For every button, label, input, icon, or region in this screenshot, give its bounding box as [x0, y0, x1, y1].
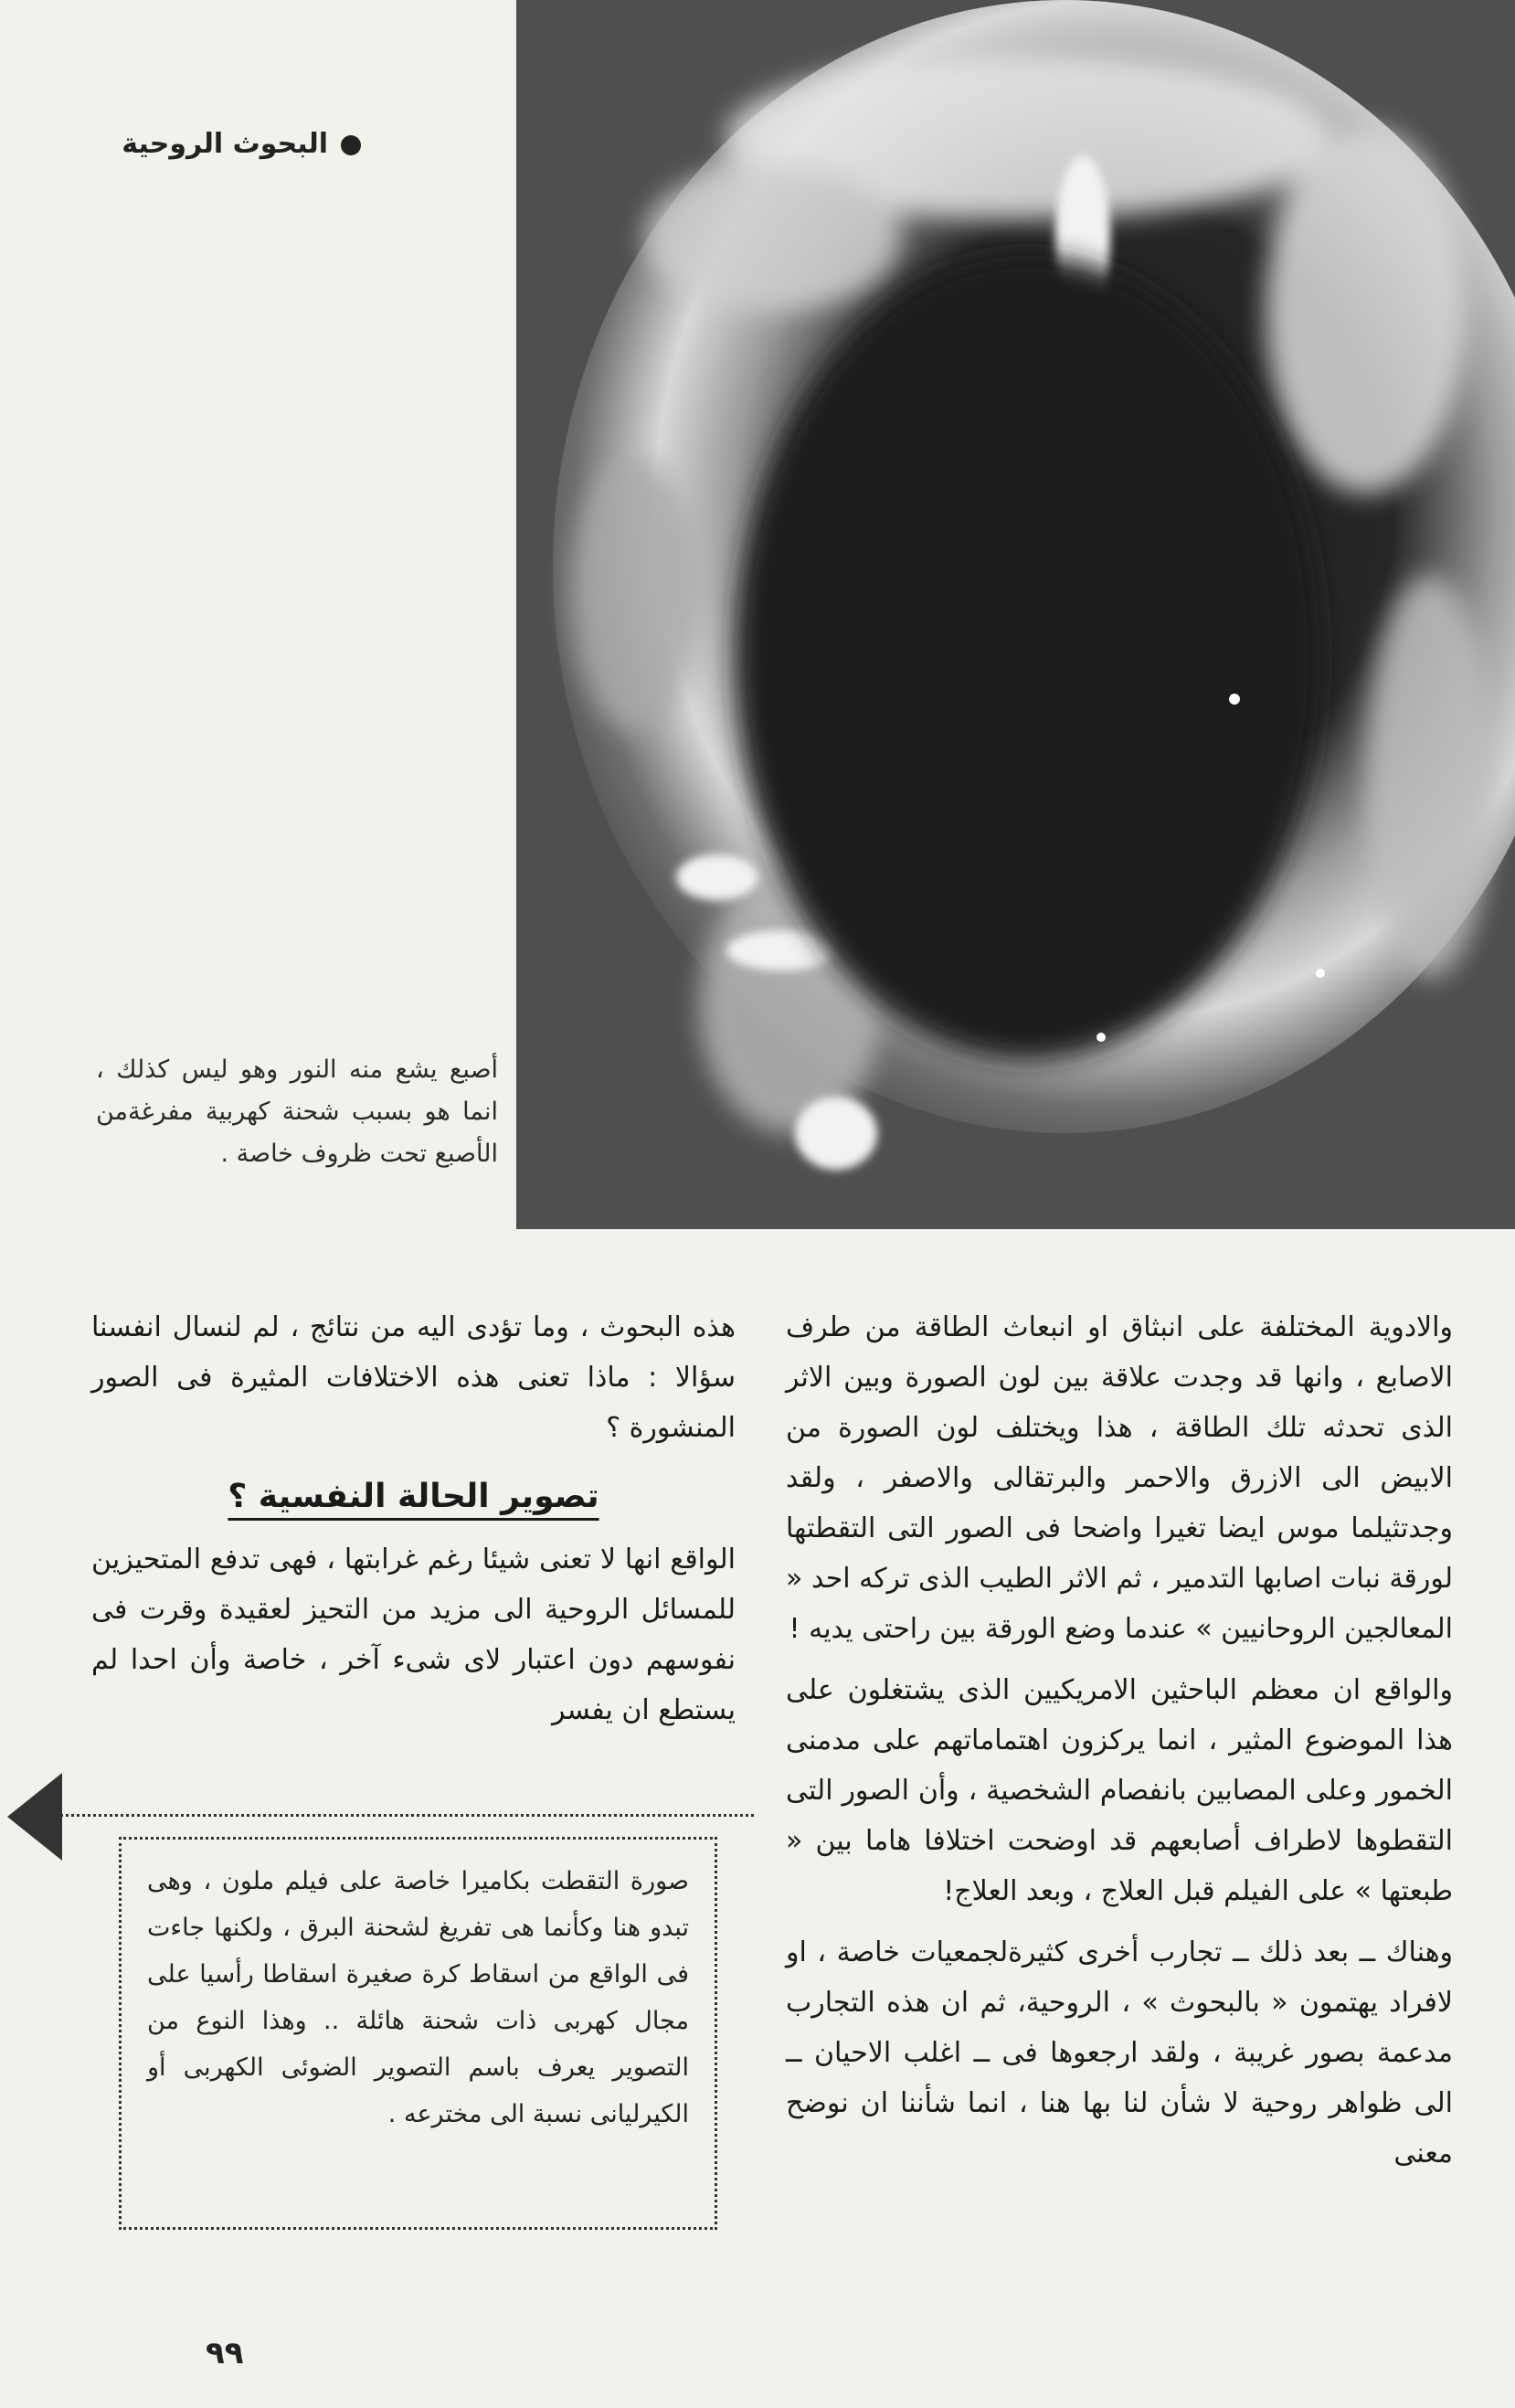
paragraph: هذه البحوث ، وما تؤدى اليه من نتائج ، لم لنسال انفسنا سؤالا : ماذا تعنى هذه الاختلافات المثيرة فى الصور المنشورة ؟ [91, 1311, 736, 1444]
boxed-caption: صورة التقطت بكاميرا خاصة على فيلم ملون ، وهى تبدو هنا وكأنما هى تفريغ لشحنة البرق ، ولكنها جاءت فى الواقع من اسقاط كرة صغيرة اسقاطا رأسيا على مجال كهربى ذات شحنة هائلة .. وهذا النوع من التصوير يعرف باسم التصوير الضوئى الكهربى أو الكيرليانى نسبة الى مخترعه . [119, 1837, 717, 2230]
section-label [87, 128, 361, 160]
article-column-right [786, 1302, 1453, 2179]
page-number: ٩٩ [206, 2335, 244, 2371]
article-column-left [91, 1302, 736, 1735]
photo-caption: أصبع يشع منه النور وهو ليس كذلك ، انما هو بسبب شحنة كهربية مفرغةمن الأصبع تحت ظروف خاصة . [96, 1055, 498, 1168]
paragraph: الواقع انها لا تعنى شيئا رغم غرابتها ، فهى تدفع المتحيزين للمسائل الروحية الى مزيد من التحيز لعقيدة وقرت فى نفوسهم دون اعتبار لاى شىء آخر ، خاصة وأن احدا لم يستطع ان يفسر [91, 1543, 736, 1726]
paragraph: وهناك ــ بعد ذلك ــ تجارب أخرى كثيرةلجمعيات خاصة ، او لافراد يهتمون « بالبحوث » ، الروحية، ثم ان هذه التجارب مدعمة بصور غريبة ، ولقد ارجعوها فى ــ اغلب الاحيان ــ الى ظواهر روحية لا شأن لنا بها هنا ، انما شأننا ان نوضح معنى [786, 1936, 1453, 2169]
kirlian-photo [516, 0, 1515, 1229]
section-label-text: البحوث الروحية [122, 128, 328, 160]
paragraph: والادوية المختلفة على انبثاق او انبعاث الطاقة من طرف الاصابع ، وانها قد وجدت علاقة بين لون الصورة وبين الاثر الذى تحدثه تلك الطاقة ، هذا ويختلف لون الصورة من الابيض الى الازرق والاحمر والبرتقالى والاصفر ، ولقد وجدتثيلما موس ايضا تغيرا واضحا فى الصور التى التقطتها لورقة نبات اصابها التدمير ، ثم الاثر الطيب الذى تركه احد « المعالجين الروحانيين » عندما وضع الورقة بين راحتى يديه ! [786, 1311, 1453, 1645]
kirlian-photo-image [516, 0, 1515, 1229]
subheading: تصوير الحالة النفسية ؟ [228, 1478, 599, 1515]
paragraph: والواقع ان معظم الباحثين الامريكيين الذى يشتغلون على هذا الموضوع المثير ، انما يركزون اهتماماتهم على مدمنى الخمور وعلى المصابين بانفصام الشخصية ، وأن الصور التى التقطوها لاطراف أصابعهم قد اوضحت اختلافا هاما بين « طبعتها » على الفيلم قبل العلاج ، وبعد العلاج! [786, 1674, 1453, 1907]
divider [50, 1814, 754, 1817]
bullet-dot-icon [341, 135, 361, 155]
arrow-left-icon [7, 1773, 62, 1861]
